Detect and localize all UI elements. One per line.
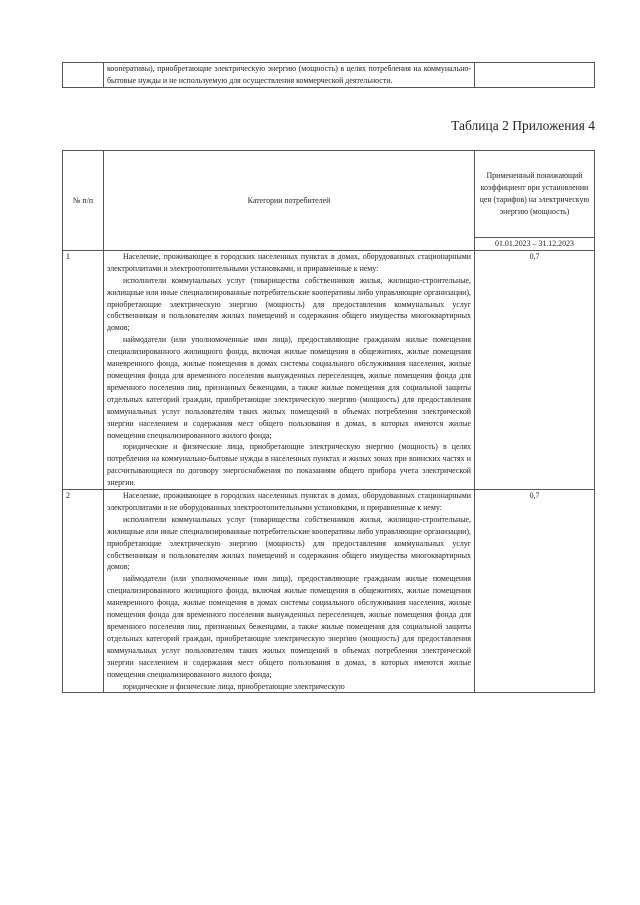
table-row [63, 63, 595, 88]
row-value: 0,7 [475, 490, 595, 693]
category-paragraph: Население, проживающее в городских населенных пунктах в домах, оборудованных стационарными электроплитами и не оборудованных электроотопительными установками, и приравненные к нему: [107, 491, 471, 512]
category-paragraph: юридические и физические лица, приобретающие электрическую [123, 681, 345, 691]
category-paragraph: Население, проживающее в городских населенных пунктах в домах, оборудованных стационарными электроплитами и электроотопительными установками, и приравненные к нему: [107, 251, 471, 273]
table-caption: Таблица 2 Приложения 4 [451, 118, 595, 133]
category-paragraph: исполнители коммунальных услуг (товарищества собственников жилья, жилищно-строительные, жилищные или иные специализированные потребительские кооперативы либо управляющие организации), приобретающие электрическую энергию (мощность) для предоставления коммунальных услуг собственникам и пользователям жилых помещений и содержания общего имущества многоквартирных домов; [107, 275, 471, 333]
category-paragraph: юридические и физические лица, приобретающие электрическую энергию (мощность) в целях потребления на коммунально-бытовые нужды в населенных пунктах и жилых зонах при воинских частях и рассчитывающиеся по договору энергоснабжения по показаниям общего прибора учета электрической энергии. [107, 442, 471, 488]
top-table-fragment [62, 62, 595, 88]
row-category [104, 250, 475, 489]
table-row [63, 250, 595, 489]
category-paragraph: исполнители коммунальных услуг (товарищества собственников жилья, жилищно-строительные, жилищные или иные специализированные потребительские кооперативы либо управляющие организации), приобретающие электрическую энергию (мощность) для предоставления коммунальных услуг собственникам и пользователям жилых помещений и содержания общего имущества многоквартирных домов; [107, 514, 471, 572]
category-text: кооперативы), приобретающие электрическую энергию (мощность) в целях потребления на коммунально-бытовые нужды и не используемую для осуществления коммерческой деятельности. [107, 64, 471, 85]
header-row [63, 151, 595, 238]
row-num: 2 [63, 490, 104, 693]
table-row [63, 490, 595, 693]
row-value: 0,7 [475, 250, 595, 489]
header-num: № п/п [63, 151, 104, 251]
value-cell [475, 63, 595, 88]
num-cell [63, 63, 104, 88]
category-paragraph: наймодатели (или уполномоченные ими лица), предоставляющие гражданам жилые помещения специализированного жилищного фонда, включая жилые помещения в общежитиях, жилые помещения маневренного фонда, жилые помещения в домах системы социального обслуживания населения, жилые помещения фонда для временного поселения вынужденных переселенцев, жилые помещения фонда для временного поселения лиц, признанных беженцами, а также жилые помещения для социальной защиты отдельных категорий граждан, приобретающие электрическую энергию (мощность) для предоставления коммунальных услуг пользователям таких жилых помещений в объемах потребления электрической энергии населением и содержания мест общего пользования в домах, в которых имеются жилые помещения специализированного жилого фонда; [107, 574, 471, 679]
header-period: 01.01.2023 – 31.12.2023 [475, 238, 595, 251]
row-num: 1 [63, 250, 104, 489]
tariff-coefficient-table [62, 150, 595, 693]
row-category [104, 490, 475, 693]
header-category: Категории потребителей [104, 151, 475, 251]
category-cell [104, 63, 475, 88]
header-coef: Примененный понижающий коэффициент при установлении цен (тарифов) на электрическую энергию (мощность) [475, 151, 595, 238]
category-paragraph: наймодатели (или уполномоченные ими лица), предоставляющие гражданам жилые помещения специализированного жилищного фонда, включая жилые помещения в общежитиях, жилые помещения маневренного фонда, жилые помещения в домах системы социального обслуживания населения, жилые помещения фонда для временного поселения вынужденных переселенцев, жилые помещения фонда для временного поселения лиц, признанных беженцами, а также жилые помещения для социальной защиты отдельных категорий граждан, приобретающие электрическую энергию (мощность) для предоставления коммунальных услуг пользователям таких жилых помещений в объемах потребления электрической энергии населением и содержания мест общего пользования в домах, в которых имеются жилые помещения специализированного жилого фонда; [107, 335, 471, 440]
